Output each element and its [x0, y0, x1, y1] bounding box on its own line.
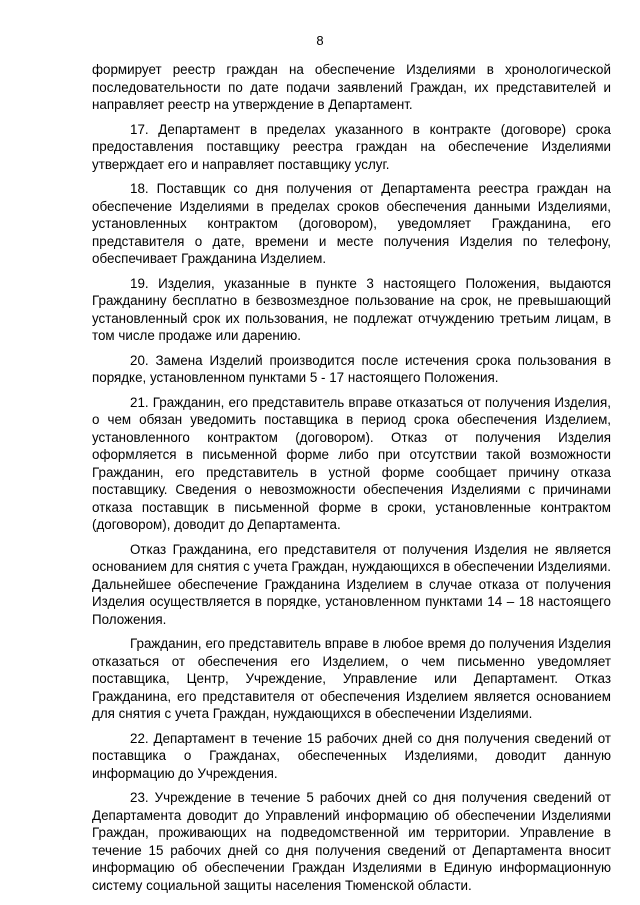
paragraph-item-17: 17. Департамент в пределах указанного в контракте (договоре) срока предоставления поставщику реестра граждан на обеспечение Изделиями утверждает его и направляет поставщику услуг.: [92, 121, 611, 172]
paragraph-item-22: 22. Департамент в течение 15 рабочих дней со дня получения сведений от поставщика о Гражданах, обеспеченных Изделиями, доводит данную информацию до Учреждения.: [92, 730, 611, 781]
document-body: [92, 61, 611, 901]
paragraph-refusal-note: Отказ Гражданина, его представителя от получения Изделия не является основанием для снятия с учета Граждан, нуждающихся в обеспечении Изделиями. Дальнейшее обеспечение Гражданина Изделием в случае отказа от получения Изделия осуществляется в порядке, установленном пунктами 14 – 18 настоящего Положения.: [92, 541, 611, 627]
paragraph-item-21: 21. Гражданин, его представитель вправе отказаться от получения Изделия, о чем обязан уведомить поставщика в период срока обеспечения Изделием, установленного контрактом (договором). Отказ от получения Изделия оформляется в письменной форме либо при отсутствии такой возможности Гражданин, его представитель в устной форме сообщает причину отказа поставщику. Сведения о невозможности обеспечения Изделиями с причинами отказа поставщик в письменной форме в сроки, установленные контрактом (договором), доводит до Департамента.: [92, 394, 611, 532]
page-number: 8: [316, 33, 324, 48]
paragraph-item-23: 23. Учреждение в течение 5 рабочих дней со дня получения сведений от Департамента доводит до Управлений информацию об обеспечении Изделиями Граждан, проживающих на подведомственной им территории. Управление в течение 15 рабочих дней со дня получения сведений от Департамента вносит информацию об обеспечении Граждан Изделиями в Единую информационную систему социальной защиты населения Тюменской области.: [92, 790, 611, 893]
paragraph-continuation: формирует реестр граждан на обеспечение Изделиями в хронологической последовательности по дате подачи заявлений Граждан, их представителей и направляет реестр на утверждение в Департамент.: [92, 62, 611, 112]
paragraph-item-20: 20. Замена Изделий производится после истечения срока пользования в порядке, установленном пунктами 5 - 17 настоящего Положения.: [92, 352, 611, 385]
paragraph-item-19: 19. Изделия, указанные в пункте 3 настоящего Положения, выдаются Гражданину бесплатно в безвозмездное пользование на срок, не превышающий установленный срок их пользования, не подлежат отчуждению третьим лицам, в том числе продаже или дарению.: [92, 275, 611, 343]
paragraph-item-18: 18. Поставщик со дня получения от Департамента реестра граждан на обеспечение Изделиями в пределах сроков обеспечения данными Изделиями, установленных контрактом (договором), уведомляет Гражданина, его представителя о дате, времени и месте получения Изделия по телефону, обеспечивает Гражданина Изделием.: [92, 181, 611, 266]
paragraph-refusal-anytime: Гражданин, его представитель вправе в любое время до получения Изделия отказаться от обеспечения его Изделием, о чем письменно уведомляет поставщика, Центр, Учреждение, Управление или Департамент. Отказ Гражданина, его представителя от обеспечения Изделием является основанием для снятия с учета Граждан, нуждающихся в обеспечении Изделиями.: [92, 636, 611, 721]
